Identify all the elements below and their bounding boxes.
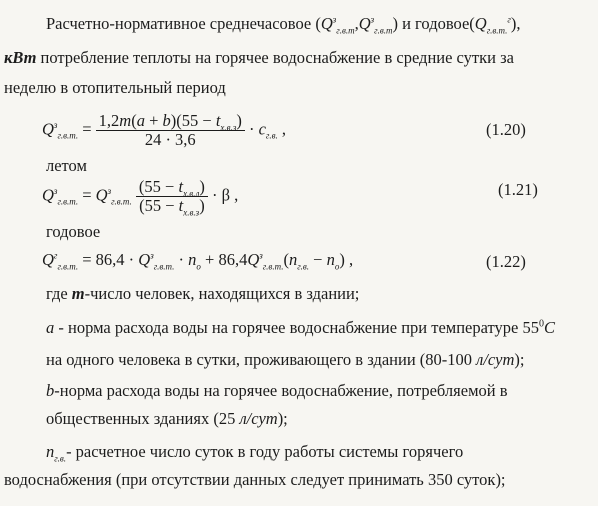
def-m: где m-число человек, находящихся в здании; bbox=[46, 284, 360, 303]
intro-text: Расчетно-нормативное среднечасовое ( bbox=[46, 14, 321, 33]
def-b-symbol: b bbox=[46, 381, 55, 400]
equation-1-21: $Q^з_{г.в.т.} = Q^з_{г.в.т.}$ $\frac{(55 - t_{х.в.л})}{(55 - t_{х.в.з})}$ · β , bbox=[42, 177, 239, 218]
intro-close: ), bbox=[510, 14, 521, 33]
eq-number-1-22: (1.22) bbox=[486, 252, 526, 271]
unit-kw: кВт bbox=[4, 48, 37, 67]
def-b: b-норма расхода воды на горячее водоснабжение, потребляемой в bbox=[46, 381, 508, 400]
eq-1-21-fraction: $\frac{(55 - t_{х.в.л})}{(55 - t_{х.в.з})}$ bbox=[136, 178, 208, 215]
equation-1-22: $Q^г_{г.в.т.} = 86,4 \cdot Q^з_{г.в.т.} \cdot n_о + 86,4Q^з_{г.в.т.}(n_{г.в.} - n_о)$ , bbox=[42, 250, 354, 272]
def-m-symbol: m bbox=[71, 284, 85, 303]
def-n: $n_{г.в.}-$ расчетное число суток в году работы системы горячего bbox=[46, 442, 464, 464]
intro-text-4: неделю в отопительный период bbox=[4, 78, 226, 97]
q-annual-symbol: $Q_{г.в.т.}^г$ bbox=[474, 14, 511, 36]
eq-number-1-20: (1.20) bbox=[486, 120, 526, 139]
def-b-line-2: общественных зданиях (25 л/сут); bbox=[46, 409, 288, 428]
unit-l-per-day-2: л/сут bbox=[239, 409, 278, 428]
def-n-line-2: водоснабжения (при отсутствии данных следует принимать 350 суток); bbox=[4, 470, 506, 489]
unit-l-per-day: л/сут bbox=[476, 350, 515, 369]
equation-1-20: $Q^з_{г.в.т.}$ = $\frac{1,2m(a + b)(55 - t_{х.в.з})}{24 \cdot 3,6}$ · $c_{г.в.}$ , bbox=[42, 111, 286, 149]
intro-line-2 bbox=[4, 48, 514, 68]
intro-text-2: ) и годовое( bbox=[392, 14, 475, 33]
def-a: a - норма расхода воды на горячее водоснабжение при температуре $55^0C$ bbox=[46, 318, 555, 337]
summer-label: летом bbox=[46, 156, 87, 175]
intro-line-1 bbox=[46, 14, 521, 34]
annual-label: годовое bbox=[46, 222, 101, 241]
q-avg-symbol-2: $Q^з_{г.в.т}$ bbox=[358, 14, 393, 36]
intro-comma: , bbox=[354, 14, 359, 33]
eq-1-20-fraction: $\frac{1,2m(a + b)(55 - t_{х.в.з})}{24 \cdot 3,6}$ bbox=[96, 112, 245, 149]
intro-line-3 bbox=[4, 78, 226, 98]
def-a-line-2: на одного человека в сутки, проживающего в здании (80-100 л/сут); bbox=[46, 350, 525, 369]
q-avg-symbol: $Q^з_{г.в.т}$ bbox=[320, 14, 355, 36]
eq-number-1-21: (1.21) bbox=[498, 180, 538, 199]
intro-text-3: потребление теплоты на горячее водоснабжение в средние сутки за bbox=[36, 48, 514, 67]
def-n-symbol: $n_{г.в.}$ bbox=[46, 442, 67, 464]
def-a-symbol: a bbox=[46, 318, 55, 337]
